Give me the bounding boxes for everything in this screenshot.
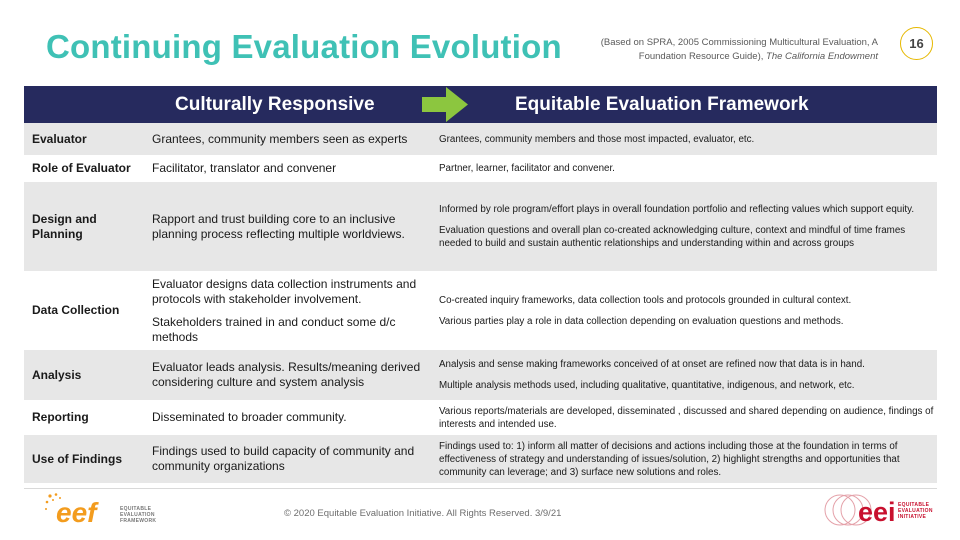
equitable-evaluation-text: Findings used to: 1) inform all matter of decisions and actions including those at the foundation in terms of effectiveness of strategy and understanding of issues/solution, 2) highlight strengths and opportunities that community can leverage; and 3) surface new solutions and roles. <box>439 440 900 478</box>
table-row <box>24 435 937 483</box>
table-row <box>24 271 937 350</box>
equitable-evaluation-text: Co-created inquiry frameworks, data collection tools and protocols grounded in cultural context. <box>439 294 852 306</box>
row-label: Use of Findings <box>32 451 122 466</box>
row-label: Evaluator <box>32 131 87 146</box>
culturally-responsive-text: Stakeholders trained in and conduct some d/c methods <box>152 314 396 344</box>
page-number-badge: 16 <box>900 27 933 60</box>
equitable-evaluation-cell <box>439 271 934 350</box>
eei-logo-mark: eei <box>858 497 896 527</box>
culturally-responsive-cell <box>152 271 428 350</box>
culturally-responsive-text: Facilitator, translator and convener <box>152 161 337 175</box>
slide-title: Continuing Evaluation Evolution <box>46 28 562 65</box>
eef-logo-text: EQUITABLE EVALUATION FRAMEWORK <box>120 506 157 524</box>
culturally-responsive-text: Evaluator designs data collection instruments and protocols with stakeholder involvement. <box>152 276 417 306</box>
row-label-cell <box>32 350 150 400</box>
row-label-cell <box>32 271 150 350</box>
footer-divider <box>24 488 937 489</box>
table-row <box>24 123 937 155</box>
equitable-evaluation-text: Informed by role program/effort plays in overall foundation portfolio and reflecting values which support equity. <box>439 204 915 215</box>
row-label-cell <box>32 400 150 435</box>
row-label: Design and Planning <box>32 211 97 241</box>
table-body <box>24 123 937 483</box>
culturally-responsive-cell <box>152 350 428 400</box>
culturally-responsive-cell <box>152 435 428 483</box>
equitable-evaluation-text: Evaluation questions and overall plan co-created acknowledging culture, context and mindful of time frames needed to build and sustain authentic relationships and understanding within and across groups <box>439 225 906 249</box>
row-label: Role of Evaluator <box>32 161 131 175</box>
equitable-evaluation-cell <box>439 350 934 400</box>
equitable-evaluation-cell <box>439 435 934 483</box>
row-label-cell <box>32 435 150 483</box>
equitable-evaluation-text: Multiple analysis methods used, including qualitative, quantitative, indigenous, and network, etc. <box>439 380 855 391</box>
source-publisher: The California Endowment <box>766 51 878 62</box>
table-row <box>24 182 937 271</box>
row-label: Analysis <box>32 367 82 382</box>
table-row <box>24 350 937 400</box>
copyright-text: © 2020 Equitable Evaluation Initiative. All Rights Reserved. 3/9/21 <box>284 508 562 519</box>
table-row <box>24 155 937 182</box>
eei-logo-text: EQUITABLE EVALUATION INITIATIVE <box>898 502 933 520</box>
comparison-table <box>24 86 937 483</box>
row-label-cell <box>32 123 150 155</box>
row-label-cell <box>32 155 150 182</box>
equitable-evaluation-cell <box>439 155 934 182</box>
culturally-responsive-cell <box>152 123 428 155</box>
culturally-responsive-text: Findings used to build capacity of community and community organizations <box>152 444 415 473</box>
table-row <box>24 400 937 435</box>
culturally-responsive-cell <box>152 182 428 271</box>
equitable-evaluation-cell <box>439 182 934 271</box>
right-arrow-icon <box>422 87 468 122</box>
culturally-responsive-text: Grantees, community members seen as experts <box>152 131 408 146</box>
culturally-responsive-text: Rapport and trust building core to an inclusive planning process reflecting multiple worldviews. <box>152 211 405 241</box>
equitable-evaluation-text: Various parties play a role in data collection depending on evaluation questions and methods. <box>439 315 844 327</box>
row-label: Data Collection <box>32 303 120 317</box>
eef-logo-mark: eef <box>56 497 97 528</box>
culturally-responsive-text: Evaluator leads analysis. Results/meaning derived considering culture and system analysis <box>152 360 421 389</box>
culturally-responsive-text: Disseminated to broader community. <box>152 410 347 424</box>
header-culturally-responsive: Culturally Responsive <box>175 94 375 115</box>
source-citation <box>578 36 878 64</box>
equitable-evaluation-cell <box>439 400 934 435</box>
source-line1: (Based on SPRA, 2005 Commissioning Multicultural Evaluation, A <box>600 37 878 48</box>
equitable-evaluation-text: Various reports/materials are developed, disseminated , discussed and shared depending on audience, findings of interests and intended use. <box>439 405 934 430</box>
equitable-evaluation-text: Partner, learner, facilitator and convener. <box>439 163 615 174</box>
equitable-evaluation-cell <box>439 123 934 155</box>
row-label-cell <box>32 182 150 271</box>
culturally-responsive-cell <box>152 400 428 435</box>
header-equitable-evaluation-framework: Equitable Evaluation Framework <box>515 94 809 115</box>
row-label: Reporting <box>32 410 89 424</box>
equitable-evaluation-text: Grantees, community members and those most impacted, evaluator, etc. <box>439 133 755 145</box>
culturally-responsive-cell <box>152 155 428 182</box>
equitable-evaluation-text: Analysis and sense making frameworks conceived of at onset are refined now that data is in hand. <box>439 359 865 370</box>
source-line2: Foundation Resource Guide), <box>638 51 767 62</box>
table-header <box>24 86 937 123</box>
